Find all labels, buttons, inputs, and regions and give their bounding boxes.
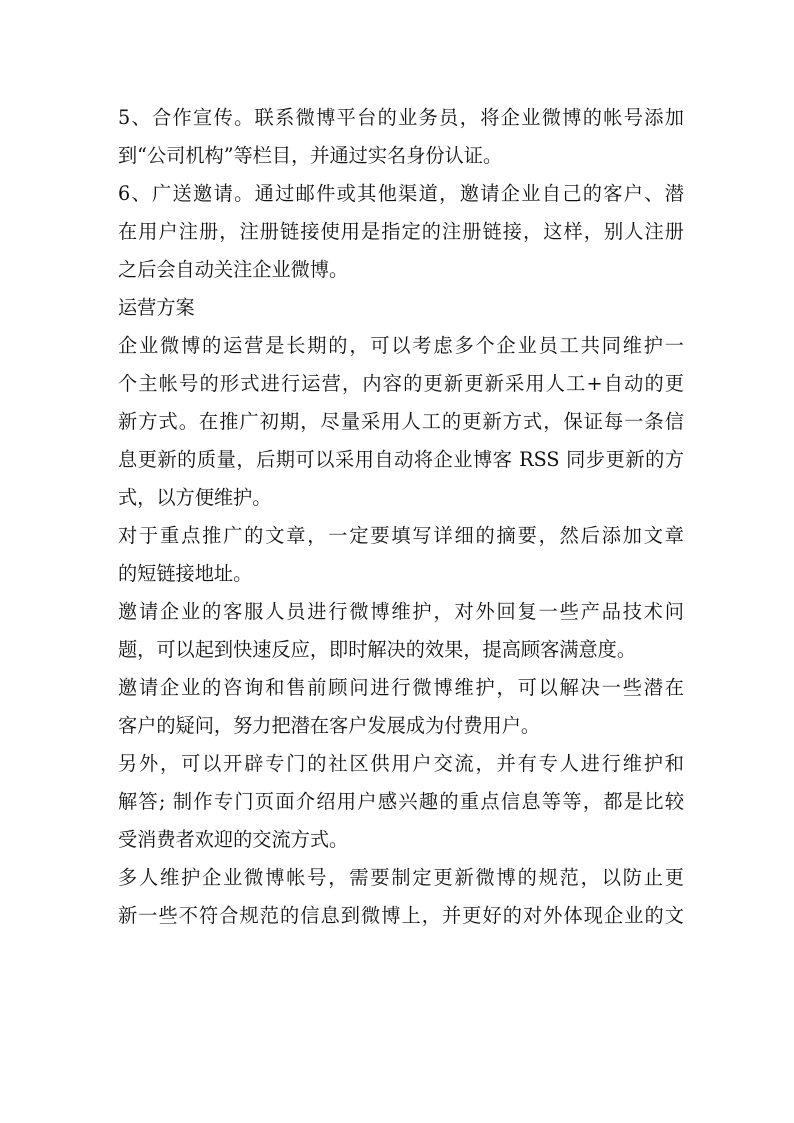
text-line: 5、合作宣传。联系微博平台的业务员，将企业微博的帐号添加 (118, 106, 684, 129)
paragraph-community (118, 745, 684, 859)
text-line: 式，以方便维护。 (118, 486, 272, 509)
paragraph-cooperation (118, 99, 684, 175)
text-line: 新一些不符合规范的信息到微博上，并更好的对外体现企业的文 (118, 904, 684, 927)
paragraph-rules (118, 859, 684, 935)
text-line: 多人维护企业微博帐号，需要制定更新微博的规范，以防止更 (118, 866, 684, 889)
paragraph-articles (118, 517, 684, 593)
section-heading (118, 289, 684, 327)
text-line: 新方式。在推广初期，尽量采用人工的更新方式，保证每一条信 (118, 410, 684, 433)
text-line: 对于重点推广的文章，一定要填写详细的摘要，然后添加文章 (118, 524, 684, 547)
text-line: 息更新的质量，后期可以采用自动将企业博客 RSS 同步更新的方 (118, 448, 684, 471)
document-body (118, 99, 684, 935)
paragraph-presales (118, 669, 684, 745)
text-line: 解答; 制作专门页面介绍用户感兴趣的重点信息等等，都是比较 (118, 790, 684, 813)
text-line: 之后会自动关注企业微博。 (118, 258, 349, 281)
text-line: 到“公司机构”等栏目，并通过实名身份认证。 (118, 144, 503, 167)
text-line: 客户的疑问，努力把潜在客户发展成为付费用户。 (118, 714, 541, 737)
text-line: 企业微博的运营是长期的，可以考虑多个企业员工共同维护一 (118, 334, 684, 357)
text-line: 在用户注册，注册链接使用是指定的注册链接，这样，别人注册 (118, 220, 684, 243)
text-line: 6、广送邀请。通过邮件或其他渠道，邀请企业自己的客户、潜 (118, 182, 684, 205)
text-line: 题，可以起到快速反应，即时解决的效果，提高顾客满意度。 (118, 638, 637, 661)
text-line: 另外，可以开辟专门的社区供用户交流，并有专人进行维护和 (118, 752, 684, 775)
paragraph-operation (118, 327, 684, 517)
heading-text: 运营方案 (118, 296, 195, 319)
text-line: 邀请企业的客服人员进行微博维护，对外回复一些产品技术问 (118, 600, 684, 623)
text-line: 受消费者欢迎的交流方式。 (118, 828, 349, 851)
text-line: 个主帐号的形式进行运营，内容的更新更新采用人工+自动的更 (118, 372, 684, 395)
paragraph-invite (118, 175, 684, 289)
text-line: 的短链接地址。 (118, 562, 253, 585)
text-line: 邀请企业的咨询和售前顾问进行微博维护，可以解决一些潜在 (118, 676, 684, 699)
paragraph-service (118, 593, 684, 669)
